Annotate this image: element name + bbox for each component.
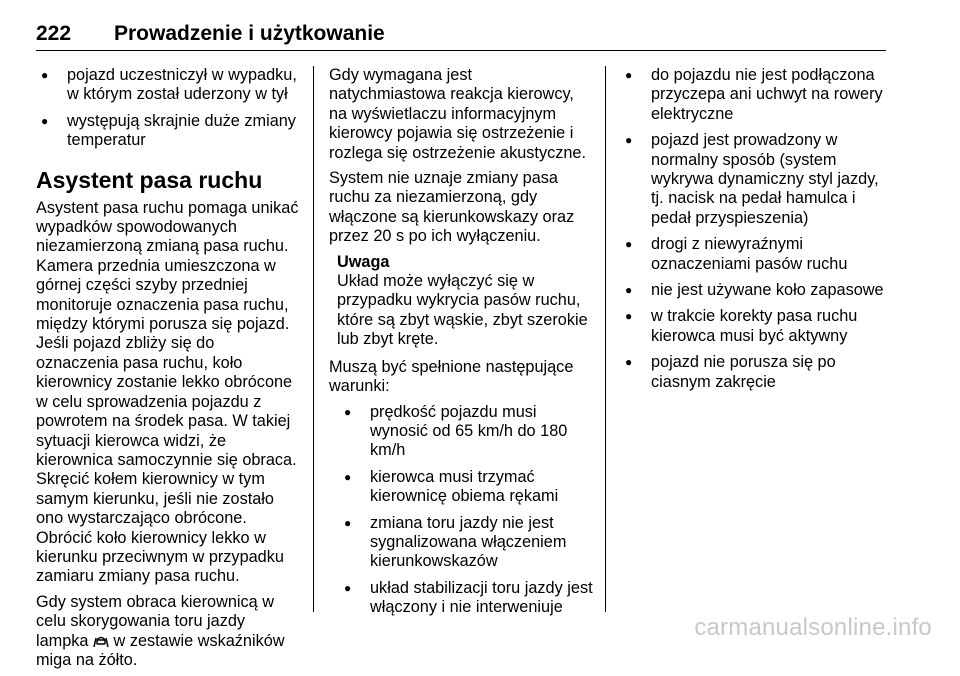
page-number: 222 [36,22,72,45]
list-item: ● układ stabilizacji toru jazdy jest włączony i nie interweniuje [339,579,593,618]
lane-keep-assist-icon [93,634,109,648]
note-title: Uwaga [337,252,390,271]
paragraph [36,593,300,671]
list-item: ● do pojazdu nie jest podłączona przyczepa ani uchwyt na rowery elektryczne [620,66,888,124]
text-span: Gdy system obraca kierownicą w celu skorygowania toru jazdy lampka [36,592,274,650]
column-divider-1 [313,66,314,612]
column-1 [36,66,300,676]
note-text: Układ może wyłączyć się w przypadku wykrycia pasów ruchu, które są zbyt wąskie, zbyt szerokie lub zbyt kręte. [337,272,588,349]
list-item: ● pojazd jest prowadzony w normalny sposób (system wykrywa dynamiczny styl jazdy, tj. nacisk na pedał hamulca i pedał przyspieszenia) [620,131,888,228]
paragraph: Muszą być spełnione następujące warunki: [329,357,574,396]
page-header [36,22,886,51]
list-item: ● nie jest używane koło zapasowe [620,281,888,300]
list-item: ● występują skrajnie duże zmiany temperatur [36,112,300,151]
paragraph: System nie uznaje zmiany pasa ruchu za niezamierzoną, gdy włączone są kierunkowskazy oraz przez 20 s po ich wyłączeniu. [329,169,575,246]
list-item: ● pojazd nie porusza się po ciasnym zakręcie [620,353,888,392]
conditions-list [329,403,593,618]
paragraph: Gdy wymagana jest natychmiastowa reakcja kierowcy, na wyświetlaczu informacyjnym kierowcy pojawia się ostrzeżenie i rozlega się ostrzeżenie akustyczne. [329,66,587,162]
column-3 [620,66,888,399]
list-item: ● prędkość pojazdu musi wynosić od 65 km/h do 180 km/h [339,403,593,461]
section-title: Prowadzenie i użytkowanie [114,22,385,45]
column-2 [329,66,593,625]
section-heading: Asystent pasa ruchu [36,166,263,193]
watermark: carmanualsonline.info [694,614,932,641]
list-item: ● kierowca musi trzymać kierownicę obiema rękami [339,468,593,507]
paragraph: Asystent pasa ruchu pomaga unikać wypadków spowodowanych niezamierzoną zmianą pasa ruchu. Kamera przednia umieszczona w górnej części szyby przedniej monitoruje oznaczenia pasa ruchu, między którymi porusza się pojazd. Jeśli pojazd zbliży się do oznaczenia pasa ruchu, koło kierownicy zostanie lekko obrócone w celu sprowadzenia pojazdu z powrotem na środek pasa. W takiej sytuacji kierowca widzi, że kierownica samoczynnie się obraca. Skręcić kołem kierownicy w tym samym kierunku, jeśli nie zostało ono wystarczająco obrócone. Obrócić koło kierownicy lekko w kierunku przeciwnym w przypadku zamiaru zmiany pasa ruchu. [36,198,299,586]
text-span: w zestawie wskaźników miga na żółto. [36,631,285,669]
column-divider-2 [605,66,606,612]
list-item: ● w trakcie korekty pasa ruchu kierowca musi być aktywny [620,307,888,346]
list-item: ● drogi z niewyraźnymi oznaczeniami pasów ruchu [620,235,888,274]
note-box [329,253,593,350]
list-item: ● pojazd uczestniczył w wypadku, w którym został uderzony w tył [36,66,300,105]
list-item: ● zmiana toru jazdy nie jest sygnalizowana włączeniem kierunkowskazów [339,514,593,572]
